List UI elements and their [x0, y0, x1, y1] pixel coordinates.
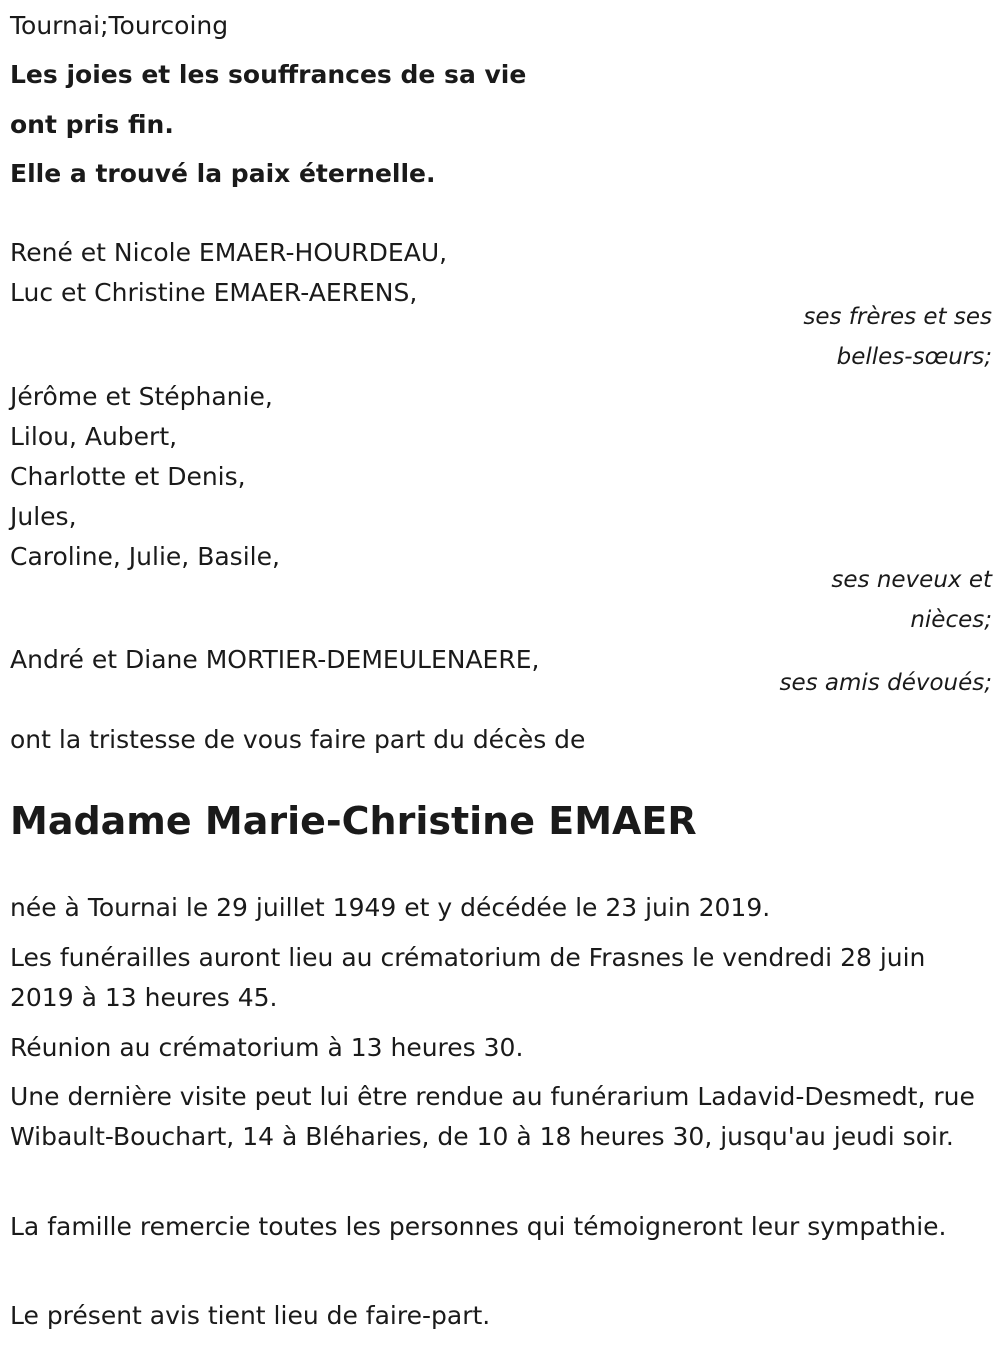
friends-line-1: André et Diane MORTIER-DEMEULENAERE, — [10, 645, 540, 674]
friends-role-line-1: ses amis dévoués; — [779, 670, 992, 696]
quote-line-1: Les joies et les souffrances de sa vie — [10, 60, 527, 89]
nephews-role-line-2: nièces; — [910, 607, 992, 633]
siblings-role-line-1: ses frères et ses — [803, 304, 992, 330]
nephew-line-5: Caroline, Julie, Basile, — [10, 542, 280, 571]
nephews-role-line-1: ses neveux et — [831, 567, 992, 593]
paragraph-birth-death: née à Tournai le 29 juillet 1949 et y décédée le 23 juin 2019. — [10, 893, 771, 922]
paragraph-funeral: Les funérailles auront lieu au crématorium de Frasnes le vendredi 28 juin 2019 à 13 heures 45. — [10, 943, 926, 1012]
obituary-notice — [10, 0, 992, 1351]
sibling-line-1: René et Nicole EMAER-HOURDEAU, — [10, 238, 448, 267]
siblings-role-line-2: belles-sœurs; — [836, 344, 992, 370]
location-line: Tournai;Tourcoing — [10, 11, 229, 40]
sibling-line-2: Luc et Christine EMAER-AERENS, — [10, 278, 418, 307]
paragraph-notice: Le présent avis tient lieu de faire-part. — [10, 1301, 491, 1330]
paragraph-visit: Une dernière visite peut lui être rendue au funérarium Ladavid-Desmedt, rue Wibault-Bouchart, 14 à Bléharies, de 10 à 18 heures 30, jusqu'au jeudi soir. — [10, 1082, 975, 1151]
deceased-name: Madame Marie-Christine EMAER — [10, 799, 697, 843]
paragraph-reunion: Réunion au crématorium à 13 heures 30. — [10, 1033, 524, 1062]
quote-line-3: Elle a trouvé la paix éternelle. — [10, 159, 436, 188]
paragraph-thanks: La famille remercie toutes les personnes qui témoigneront leur sympathie. — [10, 1212, 947, 1241]
nephew-line-2: Lilou, Aubert, — [10, 422, 178, 451]
announcement-text: ont la tristesse de vous faire part du décès de — [10, 725, 586, 754]
nephew-line-1: Jérôme et Stéphanie, — [10, 382, 273, 411]
nephew-line-3: Charlotte et Denis, — [10, 462, 246, 491]
quote-line-2: ont pris fin. — [10, 110, 174, 139]
nephew-line-4: Jules, — [10, 502, 77, 531]
